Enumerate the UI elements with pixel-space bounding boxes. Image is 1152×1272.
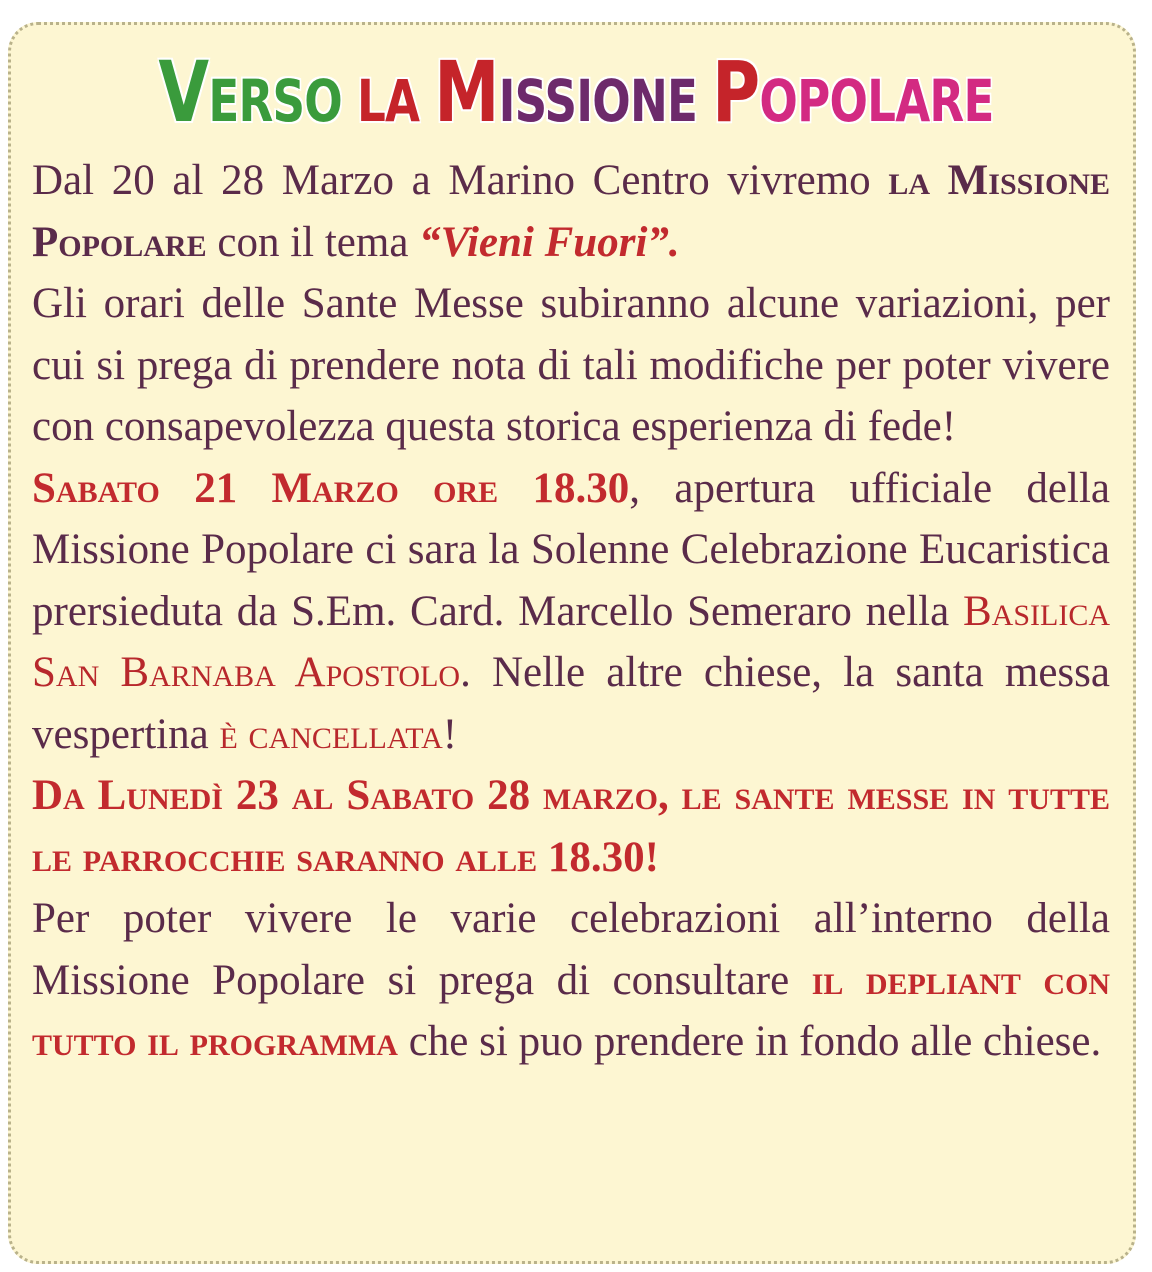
notice-body xyxy=(32,150,1110,1073)
cancelled-notice: è cancellata xyxy=(219,710,443,758)
paragraph-intro xyxy=(32,150,1110,273)
title-letter-v: V xyxy=(158,43,209,141)
opening-date: Sabato 21 Marzo ore 18.30 xyxy=(32,464,630,512)
brochure-highlight: il depliant con tutto il programma xyxy=(32,956,1111,1065)
paragraph-weekday-masses: Da Lunedì 23 al Sabato 28 marzo, le sante messe in tutte le parrocchie saranno alle 18.30! xyxy=(32,772,1110,881)
title-word-opolare: OPOLARE xyxy=(759,67,994,135)
title-word-issione: ISSIONE xyxy=(498,67,713,135)
theme-title: “Vieni Fuori”. xyxy=(419,218,680,266)
basilica-name: Basilica San Barnaba Apostolo xyxy=(32,587,1110,696)
title-letter-p: P xyxy=(712,43,760,141)
opening-text: , apertura ufficiale della Missione Popolare ci sara la Solenne Celebrazione Eucaristica prersieduta da S.Em. Card. Marcello Semeraro nella xyxy=(32,464,1110,635)
paragraph-opening xyxy=(32,458,1110,766)
intro-text-2: con il tema xyxy=(206,218,420,266)
opening-text-3: ! xyxy=(442,710,458,758)
notice-title xyxy=(127,42,1026,142)
mission-name: la Missione Popolare xyxy=(32,157,1110,266)
title-word-la: LA xyxy=(341,67,435,135)
brochure-text: Per poter vivere le varie celebrazioni all’interno della Missione Popolare si prega di consultare xyxy=(32,895,1110,1004)
opening-text-2: . Nelle altre chiese, la santa messa vespertina xyxy=(32,649,1110,758)
brochure-text-2: che si puo prendere in fondo alle chiese. xyxy=(397,1018,1102,1065)
paragraph-schedule-note: Gli orari delle Sante Messe subiranno alcune variazioni, per cui si prega di prendere nota di tali modifiche per poter vivere con consapevolezza questa storica esperienza di fede! xyxy=(32,280,1110,450)
paragraph-brochure xyxy=(32,888,1110,1073)
intro-text: Dal 20 al 28 Marzo a Marino Centro vivremo xyxy=(32,157,889,204)
title-word-erso: ERSO xyxy=(208,67,342,135)
title-letter-m: M xyxy=(434,43,499,141)
